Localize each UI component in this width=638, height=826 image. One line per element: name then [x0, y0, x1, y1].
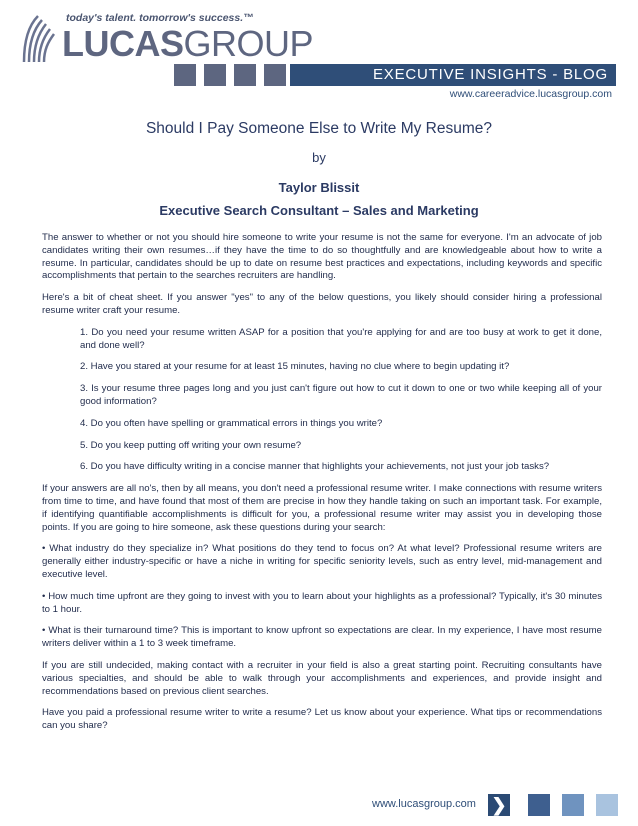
question-item: 1. Do you need your resume written ASAP for a position that you're applying for and are too busy at work to get it done, and done well? — [80, 326, 602, 351]
paragraph: Here's a bit of cheat sheet. If you answer "yes" to any of the below questions, you likely should consider hiring a professional resume writer craft your resume. — [42, 292, 602, 316]
tagline: today's talent. tomorrow's success.™ — [66, 12, 254, 24]
footer-square-icon — [596, 794, 618, 816]
question-item: 2. Have you stared at your resume for at least 15 minutes, having no clue where to begin updating it? — [80, 361, 510, 373]
brand-bold: LUCAS — [62, 23, 184, 64]
logo-mark-icon — [18, 12, 62, 68]
square-icon — [174, 64, 196, 86]
author-role: Executive Search Consultant – Sales and Marketing — [159, 203, 479, 218]
author-name: Taylor Blissit — [278, 180, 360, 195]
article-title: Should I Pay Someone Else to Write My Resume? — [145, 120, 493, 137]
blog-url-link[interactable]: www.careeradvice.lucasgroup.com — [449, 88, 612, 100]
footer-square-icon — [528, 794, 550, 816]
article-body — [42, 232, 602, 742]
paragraph: The answer to whether or not you should hire someone to write your resume is not the same for everyone. I'm an advocate of job candidates writing their own resumes…if they have the time to do so thoughtfully and are knowledgeable about how to write a resume. In particular, candidates should be up to date on resume best practices and expectations, including keywords and specific accomplishments that pertain to the searches recruiters are handling. — [42, 232, 602, 282]
square-icon — [264, 64, 286, 86]
bullet-paragraph: • What industry do they specialize in? What positions do they tend to focus on? At what level? Professional resume writers are generally either industry-specific or have a niche in writing for specific seniority levels, such as entry level, mid-management and executive level. — [42, 543, 602, 580]
square-icon — [204, 64, 226, 86]
next-arrow-icon[interactable]: ❯ — [488, 794, 510, 816]
question-item: 3. Is your resume three pages long and you just can't figure out how to cut it down to one or two while keeping all of your good information? — [80, 383, 602, 407]
paragraph: If your answers are all no's, then by all means, you don't need a professional resume writer. I make connections with resume writers from time to time, and have found that most of them are precise in how they handle taking on such an important task. For example, if identifying quantifiable accomplishments is difficult for you, a professional resume writer may assist you in developing those points. If you are going to hire someone, ask these questions during your search: — [42, 483, 602, 533]
square-icon — [234, 64, 256, 86]
paragraph: Have you paid a professional resume writer to write a resume? Let us know about your experience. What tips or recommendations can you share? — [42, 707, 602, 732]
bullet-paragraph: • How much time upfront are they going to invest with you to learn about your highlights as a professional? Typically, it's 30 minutes to 1 hour. — [42, 590, 602, 615]
banner-title: EXECUTIVE INSIGHTS - BLOG — [372, 66, 608, 83]
blog-banner — [290, 64, 616, 86]
question-item: 5. Do you keep putting off writing your own resume? — [80, 439, 302, 451]
brand-name — [62, 24, 313, 64]
question-item: 6. Do you have difficulty writing in a concise manner that highlights your achievements, not just your job tasks? — [80, 461, 550, 473]
footer-url-link[interactable]: www.lucasgroup.com — [372, 798, 476, 810]
bullet-paragraph: • What is their turnaround time? This is important to know upfront so expectations are clear. In my experience, I have most resume writers deliver within a 1 to 3 week timeframe. — [42, 625, 602, 650]
footer-square-icon — [562, 794, 584, 816]
question-item: 4. Do you often have spelling or grammatical errors in things you write? — [80, 417, 383, 429]
byline-by: by — [312, 150, 326, 165]
brand-thin: GROUP — [183, 23, 314, 64]
paragraph: If you are still undecided, making contact with a recruiter in your field is also a great starting point. Recruiting consultants have various specialties, and should be able to walk through your accomplishments and experiences, and provide insight and recommendations based on previous client searches. — [42, 659, 602, 697]
